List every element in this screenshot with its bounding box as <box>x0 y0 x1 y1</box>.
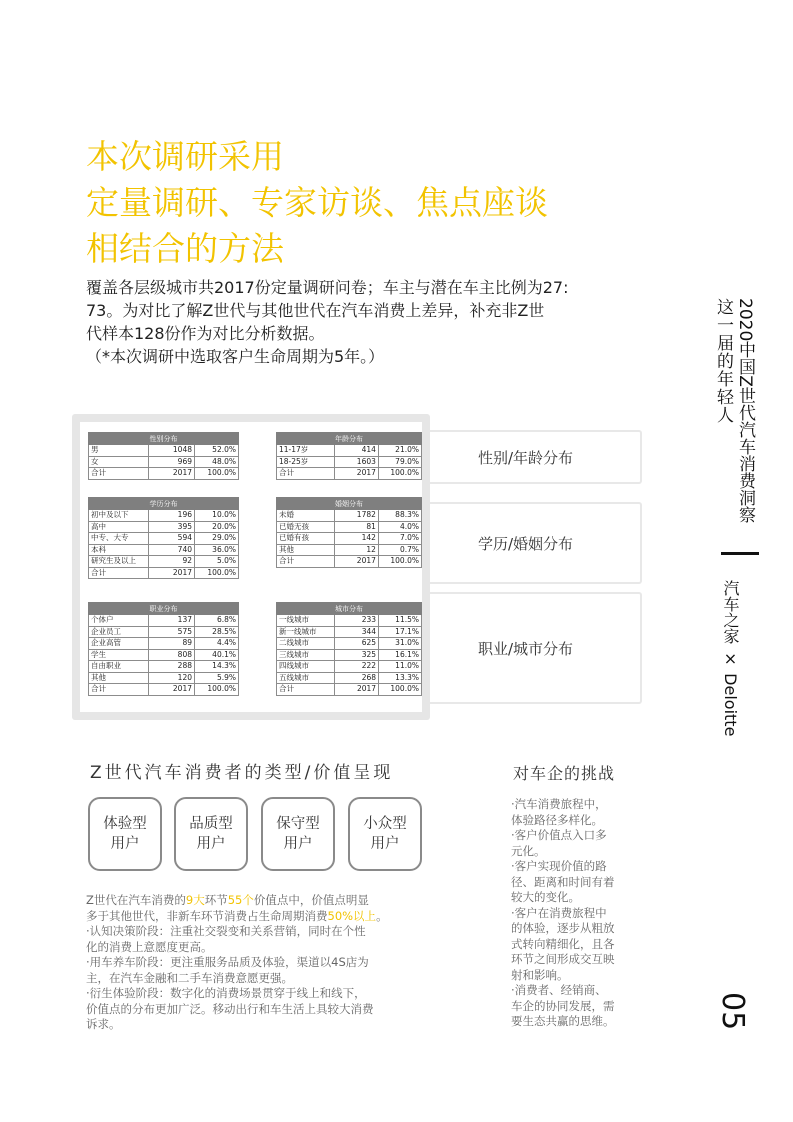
table-cell: 自由职业 <box>89 661 149 673</box>
table-cell: 学生 <box>89 649 149 661</box>
table-row <box>277 672 422 684</box>
table-cell: 11-17岁 <box>277 445 335 457</box>
age-table <box>276 432 422 480</box>
table-cell: 100.0% <box>378 556 421 568</box>
education-table <box>88 497 239 579</box>
desc-line-7: ·衍生体验阶段：数字化的消费场景贯穿于线上和线下， <box>86 986 366 1000</box>
intro-line-3: 代样本128份作为对比分析数据。 <box>86 324 325 343</box>
side-rail <box>693 290 783 1050</box>
table-cell: 4.0% <box>378 521 421 533</box>
challenge-line: ·客户价值点入口多 <box>511 828 607 842</box>
table-row <box>277 626 422 638</box>
table-cell: 合计 <box>89 468 149 480</box>
table-cell: 企业高管 <box>89 638 149 650</box>
page-headline <box>86 134 646 272</box>
type-card-line1: 保守型 <box>276 816 320 832</box>
challenge-line: 的体验，逐步从粗放 <box>511 921 615 935</box>
table-header: 城市分布 <box>277 603 422 615</box>
desc-line-8: 价值点的分布更加广泛。移动出行和车生活上具较大消费 <box>86 1001 374 1016</box>
survey-tables-panel <box>72 414 430 720</box>
table-row <box>89 615 239 627</box>
table-cell: 28.5% <box>195 626 239 638</box>
challenge-line: ·客户实现价值的路 <box>511 859 607 873</box>
table-cell: 88.3% <box>378 510 421 522</box>
type-card-line2: 用户 <box>196 836 226 852</box>
report-title-line-2: 2020中国Z世代汽车消费洞察 <box>735 298 755 523</box>
table-cell: 325 <box>335 649 379 661</box>
table-row <box>89 661 239 673</box>
desc-text: 。 <box>376 908 388 923</box>
table-row <box>89 638 239 650</box>
type-card-line1: 体验型 <box>103 816 147 832</box>
table-cell: 11.5% <box>379 615 422 627</box>
type-card-experience <box>88 797 162 871</box>
table-header: 婚姻分布 <box>277 498 422 510</box>
report-title-line-1: 这一届的年轻人 <box>713 298 733 424</box>
table-cell: 已婚无孩 <box>277 521 335 533</box>
table-row <box>89 445 239 457</box>
table-row <box>277 649 422 661</box>
table-row <box>277 468 422 480</box>
table-cell: 21.0% <box>378 445 421 457</box>
table-cell: 已婚有孩 <box>277 533 335 545</box>
table-cell: 29.0% <box>195 533 239 545</box>
table-cell: 142 <box>334 533 378 545</box>
table-cell: 2017 <box>335 684 379 696</box>
table-row <box>277 544 422 556</box>
challenge-line: 射和影响。 <box>511 967 569 982</box>
table-cell: 81 <box>334 521 378 533</box>
desc-text: Z世代在汽车消费的 <box>86 893 186 907</box>
table-cell: 2017 <box>149 684 195 696</box>
challenge-line: 车企的协同发展，需 <box>511 998 615 1013</box>
table-row <box>89 521 239 533</box>
table-cell: 11.0% <box>379 661 422 673</box>
table-row <box>89 626 239 638</box>
table-row <box>277 445 422 457</box>
table-row <box>277 510 422 522</box>
table-cell: 二线城市 <box>277 638 335 650</box>
table-cell: 0.7% <box>378 544 421 556</box>
table-header: 性别分布 <box>89 433 239 445</box>
table-cell: 222 <box>335 661 379 673</box>
table-cell: 14.3% <box>195 661 239 673</box>
table-cell: 414 <box>334 445 378 457</box>
table-cell: 2017 <box>149 567 195 579</box>
type-card-conservative <box>261 797 335 871</box>
table-cell: 17.1% <box>379 626 422 638</box>
table-cell: 男 <box>89 445 149 457</box>
table-row <box>89 649 239 661</box>
table-cell: 10.0% <box>195 510 239 522</box>
table-cell: 40.1% <box>195 649 239 661</box>
desc-line-5: ·用车养车阶段：更注重服务品质及体验，渠道以4S店为 <box>86 955 369 969</box>
table-row <box>277 638 422 650</box>
table-header: 年龄分布 <box>277 433 422 445</box>
table-row <box>89 468 239 480</box>
table-cell: 52.0% <box>195 445 239 457</box>
table-row <box>277 533 422 545</box>
gender-table <box>88 432 239 480</box>
table-header: 职业分布 <box>89 603 239 615</box>
type-card-line2: 用户 <box>283 836 313 852</box>
page-number: 05 <box>715 992 750 1031</box>
table-row <box>277 556 422 568</box>
table-cell: 1603 <box>334 456 378 468</box>
desc-text: 环节 <box>204 893 228 907</box>
table-cell: 137 <box>149 615 195 627</box>
table-cell: 个体户 <box>89 615 149 627</box>
type-card-line1: 小众型 <box>363 816 407 832</box>
table-cell: 16.1% <box>379 649 422 661</box>
table-cell: 6.8% <box>195 615 239 627</box>
table-cell: 100.0% <box>195 468 239 480</box>
table-cell: 5.0% <box>195 556 239 568</box>
table-cell: 未婚 <box>277 510 335 522</box>
table-cell: 89 <box>149 638 195 650</box>
table-row <box>277 661 422 673</box>
table-cell: 其他 <box>89 672 149 684</box>
table-header: 学历分布 <box>89 498 239 510</box>
table-cell: 48.0% <box>195 456 239 468</box>
table-cell: 5.9% <box>195 672 239 684</box>
table-cell: 808 <box>149 649 195 661</box>
table-cell: 233 <box>335 615 379 627</box>
type-card-line1: 品质型 <box>189 816 233 832</box>
table-cell: 31.0% <box>379 638 422 650</box>
table-cell: 三线城市 <box>277 649 335 661</box>
table-cell: 1782 <box>334 510 378 522</box>
table-row <box>89 533 239 545</box>
table-cell: 高中 <box>89 521 149 533</box>
type-card-niche <box>348 797 422 871</box>
table-cell: 100.0% <box>379 684 422 696</box>
type-card-line2: 用户 <box>370 836 400 852</box>
table-cell: 2017 <box>149 468 195 480</box>
table-cell: 92 <box>149 556 195 568</box>
table-cell: 969 <box>149 456 195 468</box>
table-cell: 合计 <box>89 684 149 696</box>
table-cell: 五线城市 <box>277 672 335 684</box>
table-cell: 本科 <box>89 544 149 556</box>
table-cell: 196 <box>149 510 195 522</box>
table-cell: 中专、大专 <box>89 533 149 545</box>
desc-line-1 <box>86 893 446 909</box>
table-cell: 395 <box>149 521 195 533</box>
table-row <box>89 567 239 579</box>
city-table <box>276 602 422 696</box>
challenge-line: 径、距离和时间有着 <box>511 874 615 889</box>
table-row <box>89 456 239 468</box>
table-cell: 4.4% <box>195 638 239 650</box>
challenge-line: ·汽车消费旅程中， <box>511 797 607 811</box>
desc-line-4: 化的消费上意愿度更高。 <box>86 939 213 954</box>
table-cell: 100.0% <box>195 567 239 579</box>
table-cell: 344 <box>335 626 379 638</box>
challenge-line: 要生态共赢的思维。 <box>511 1014 615 1028</box>
table-cell: 研究生及以上 <box>89 556 149 568</box>
table-cell: 268 <box>335 672 379 684</box>
consumer-types-description <box>86 893 446 1033</box>
table-row <box>89 684 239 696</box>
table-cell: 740 <box>149 544 195 556</box>
table-row <box>89 672 239 684</box>
type-card-quality <box>174 797 248 871</box>
headline-line-2: 定量调研、专家访谈、焦点座谈 <box>86 183 548 222</box>
challenge-line: 元化。 <box>511 843 546 858</box>
desc-highlight: 50%以上 <box>327 908 377 923</box>
desc-text: 多于其他世代，非新车环节消费占生命周期消费 <box>86 908 328 923</box>
table-row <box>277 684 422 696</box>
table-cell: 合计 <box>277 684 335 696</box>
table-row <box>277 615 422 627</box>
table-cell: 625 <box>335 638 379 650</box>
table-cell: 79.0% <box>378 456 421 468</box>
table-cell: 合计 <box>277 468 335 480</box>
table-cell: 合计 <box>89 567 149 579</box>
table-row <box>89 510 239 522</box>
table-cell: 一线城市 <box>277 615 335 627</box>
table-cell: 594 <box>149 533 195 545</box>
intro-line-1: 覆盖各层级城市共2017份定量调研问卷；车主与潜在车主比例为27: <box>86 278 569 297</box>
consumer-types-title: Z世代汽车消费者的类型/价值呈现 <box>90 763 394 783</box>
table-cell: 120 <box>149 672 195 684</box>
table-cell: 四线城市 <box>277 661 335 673</box>
table-cell: 100.0% <box>378 468 421 480</box>
table-cell: 企业员工 <box>89 626 149 638</box>
table-cell: 12 <box>334 544 378 556</box>
rail-divider <box>721 552 759 555</box>
table-cell: 初中及以下 <box>89 510 149 522</box>
desc-text: 价值点中，价值点明显 <box>253 893 369 907</box>
table-cell: 20.0% <box>195 521 239 533</box>
table-cell: 36.0% <box>195 544 239 556</box>
table-cell: 其他 <box>277 544 335 556</box>
headline-line-1: 本次调研采用 <box>86 137 284 176</box>
table-cell: 18-25岁 <box>277 456 335 468</box>
table-cell: 2017 <box>334 556 378 568</box>
desc-highlight: 55个 <box>227 893 254 907</box>
intro-line-2: 73。为对比了解Z世代与其他世代在汽车消费上差异，补充非Z世 <box>86 301 545 320</box>
intro-paragraph <box>86 276 646 368</box>
table-cell: 13.3% <box>379 672 422 684</box>
survey-tables <box>80 422 422 712</box>
table-cell: 288 <box>149 661 195 673</box>
challenge-line: 较大的变化。 <box>511 890 580 904</box>
table-cell: 575 <box>149 626 195 638</box>
challenge-line: 式转向精细化，且各 <box>511 936 615 951</box>
table-row <box>277 521 422 533</box>
desc-line-3: ·认知决策阶段：注重社交裂变和关系营销，同时在个性 <box>86 924 366 938</box>
desc-line-2 <box>86 909 446 925</box>
brand-credit: 汽车之家 × Deloitte <box>721 580 740 737</box>
label-job-city: 职业/城市分布 <box>430 592 642 704</box>
desc-highlight: 9大 <box>185 893 205 907</box>
marriage-table <box>276 497 422 568</box>
desc-line-6: 主，在汽车金融和二手车消费意愿更强。 <box>86 970 293 985</box>
label-edu-marriage: 学历/婚姻分布 <box>430 502 642 584</box>
label-gender-age: 性别/年龄分布 <box>430 430 642 484</box>
challenge-line: 环节之间形成交互映 <box>511 952 615 966</box>
table-cell: 合计 <box>277 556 335 568</box>
table-row <box>89 556 239 568</box>
intro-line-4: （*本次调研中选取客户生命周期为5年。） <box>86 347 385 366</box>
table-cell: 1048 <box>149 445 195 457</box>
type-card-line2: 用户 <box>110 836 140 852</box>
challenges-title: 对车企的挑战 <box>513 764 616 783</box>
challenge-line: 体验路径多样化。 <box>511 812 603 827</box>
challenges-list <box>511 797 641 1030</box>
job-table <box>88 602 239 696</box>
headline-line-3: 相结合的方法 <box>86 229 284 268</box>
table-row <box>277 456 422 468</box>
table-row <box>89 544 239 556</box>
table-cell: 100.0% <box>195 684 239 696</box>
table-cell: 女 <box>89 456 149 468</box>
challenge-line: ·消费者、经销商、 <box>511 983 607 997</box>
desc-line-9: 诉求。 <box>86 1017 121 1031</box>
challenge-line: ·客户在消费旅程中 <box>511 905 607 920</box>
table-cell: 7.0% <box>378 533 421 545</box>
table-cell: 新一线城市 <box>277 626 335 638</box>
table-cell: 2017 <box>334 468 378 480</box>
